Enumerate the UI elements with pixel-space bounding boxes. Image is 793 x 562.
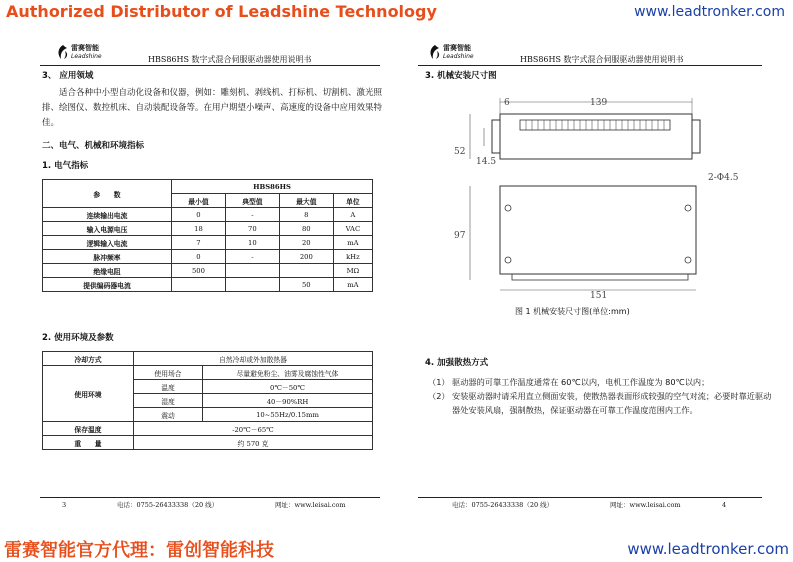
table-row (43, 208, 373, 222)
dim-6: 6 (504, 98, 510, 108)
logo-cn-text: 雷赛智能 (443, 44, 471, 52)
mount-hole-icon (505, 257, 511, 263)
table-cell: 约 570 克 (134, 436, 373, 450)
row-label: 保存温度 (43, 422, 134, 436)
dim-151: 151 (590, 291, 608, 301)
row-label: 使用环境 (43, 366, 134, 422)
table-cell (279, 264, 333, 278)
mount-hole-icon (685, 205, 691, 211)
mechanical-drawing (440, 90, 740, 302)
list-item-num: （1） (428, 377, 450, 387)
right-header-title: HBS86HS 数字式混合伺服驱动器使用说明书 (520, 55, 684, 64)
table-cell: 震动 (134, 408, 203, 422)
table-cell: 10 (225, 236, 279, 250)
table-cell (172, 278, 226, 292)
left-sec2-title: 二、电气、机械和环境指标 (42, 141, 145, 151)
left-footer-phone: 电话：0755-26433338（20 线） (117, 501, 219, 509)
col-head: 最大值 (279, 194, 333, 208)
drawing-left-flange (492, 120, 500, 153)
leadshine-logo-right (428, 42, 476, 64)
table-row (43, 264, 373, 278)
left-header-rule (40, 65, 380, 66)
table-cell: mA (333, 236, 372, 250)
param-header: 参 数 (43, 180, 172, 208)
table-row (43, 236, 373, 250)
left-page-number: 3 (62, 501, 67, 509)
model-header: HBS86HS (172, 180, 373, 194)
logo-mark-icon (428, 44, 442, 60)
table-cell: 40－90%RH (203, 394, 373, 408)
table-cell: 0 (172, 208, 226, 222)
left-sub1-title: 1. 电气指标 (42, 161, 89, 171)
col-head: 典型值 (225, 194, 279, 208)
table-cell: 50 (279, 278, 333, 292)
table-cell: 20 (279, 236, 333, 250)
drawing-terminal-block (520, 120, 670, 130)
website-link-bottom[interactable]: www.leadtronker.com (627, 540, 789, 558)
right-footer-web[interactable]: 网址：www.leisai.com (610, 501, 681, 509)
list-item (428, 389, 773, 417)
table-cell: 200 (279, 250, 333, 264)
left-footer-rule (40, 497, 380, 498)
col-head: 单位 (333, 194, 372, 208)
table-cell: 0℃－50℃ (203, 380, 373, 394)
table-row (43, 222, 373, 236)
dim-hole: 2-Φ4.5 (708, 173, 739, 183)
table-row (43, 422, 373, 436)
table-cell (225, 264, 279, 278)
table-cell: 80 (279, 222, 333, 236)
logo-mark-icon (56, 44, 70, 60)
left-sec3-body: 适合各种中小型自动化设备和仪器，例如：雕刻机、剥线机、打标机、切割机、激光照排、绘图仪、数控机床、自动装配设备等。在用户期望小噪声、高速度的设备中应用效果特佳。 (42, 88, 383, 128)
table-cell: mA (333, 278, 372, 292)
cooling-list (428, 375, 773, 417)
table-cell: 自然冷却或外加散热器 (134, 352, 373, 366)
drawing-right-flange (692, 120, 700, 153)
table-row (43, 436, 373, 450)
electrical-spec-table (42, 179, 373, 292)
table-row (43, 366, 373, 380)
row-label: 冷却方式 (43, 352, 134, 366)
row-label: 逻辑输入电流 (43, 236, 172, 250)
logo-en-text: Leadshine (71, 53, 102, 60)
figure-caption: 图 1 机械安装尺寸图(单位:mm) (515, 307, 630, 316)
dim-139: 139 (590, 98, 608, 108)
table-cell: 使用场合 (134, 366, 203, 380)
table-cell: 0 (172, 250, 226, 264)
mount-hole-icon (685, 257, 691, 263)
table-row (43, 278, 373, 292)
list-item-num: （2） (428, 391, 450, 401)
table-row (43, 352, 373, 366)
table-cell: 70 (225, 222, 279, 236)
logo-cn-text: 雷赛智能 (71, 44, 99, 52)
left-sec3-title: 3、 应用领域 (42, 71, 94, 81)
agent-banner: 雷赛智能官方代理：雷创智能科技 (4, 540, 274, 561)
table-row (43, 250, 373, 264)
table-cell: 18 (172, 222, 226, 236)
table-cell: 500 (172, 264, 226, 278)
left-sub2-title: 2. 使用环境及参数 (42, 333, 114, 343)
row-label: 绝缘电阻 (43, 264, 172, 278)
leadshine-logo (56, 42, 104, 64)
table-row (43, 180, 373, 194)
table-cell: VAC (333, 222, 372, 236)
table-cell: 尽量避免粉尘、油雾及腐蚀性气体 (203, 366, 373, 380)
table-cell: 7 (172, 236, 226, 250)
table-cell: 8 (279, 208, 333, 222)
right-sec4-title: 4. 加强散热方式 (425, 358, 489, 368)
row-label: 重 量 (43, 436, 134, 450)
row-label: 连续输出电流 (43, 208, 172, 222)
dim-14-5: 14.5 (476, 157, 497, 167)
right-sec3-title: 3. 机械安装尺寸图 (425, 71, 497, 81)
drawing-front-body (500, 186, 696, 274)
right-footer-phone: 电话：0755-26433338（20 线） (452, 501, 554, 509)
right-header-rule (418, 65, 762, 66)
table-cell: - (225, 250, 279, 264)
table-cell: MΩ (333, 264, 372, 278)
distributor-banner: Authorized Distributor of Leadshine Technology (6, 2, 437, 21)
list-item (428, 375, 773, 389)
table-cell (225, 278, 279, 292)
table-cell: A (333, 208, 372, 222)
environment-table (42, 351, 373, 450)
table-cell: 10~55Hz/0.15mm (203, 408, 373, 422)
row-label: 提供编码器电流 (43, 278, 172, 292)
right-page-number: 4 (722, 501, 727, 509)
logo-en-text: Leadshine (443, 53, 474, 60)
drawing-base (512, 274, 688, 280)
table-cell: - (225, 208, 279, 222)
left-header-title: HBS86HS 数字式混合伺服驱动器使用说明书 (148, 55, 312, 64)
table-cell: 湿度 (134, 394, 203, 408)
website-link-top[interactable]: www.leadtronker.com (634, 4, 785, 20)
mount-hole-icon (505, 205, 511, 211)
list-item-text: 驱动器的可靠工作温度通常在 60℃以内，电机工作温度为 80℃以内； (452, 377, 710, 387)
row-label: 脉冲频率 (43, 250, 172, 264)
dim-97: 97 (454, 231, 466, 241)
table-cell: kHz (333, 250, 372, 264)
drawing-top-body (500, 114, 692, 159)
row-label: 输入电源电压 (43, 222, 172, 236)
col-head: 最小值 (172, 194, 226, 208)
table-cell: -20℃－65℃ (134, 422, 373, 436)
left-footer-web[interactable]: 网址：www.leisai.com (275, 501, 346, 509)
right-footer-rule (418, 497, 762, 498)
table-cell: 温度 (134, 380, 203, 394)
list-item-text: 安装驱动器时请采用直立侧面安装，使散热器表面形成较强的空气对流；必要时靠近驱动器处安装风扇，强制散热，保证驱动器在可靠工作温度范围内工作。 (452, 391, 772, 415)
dim-52: 52 (454, 147, 466, 157)
